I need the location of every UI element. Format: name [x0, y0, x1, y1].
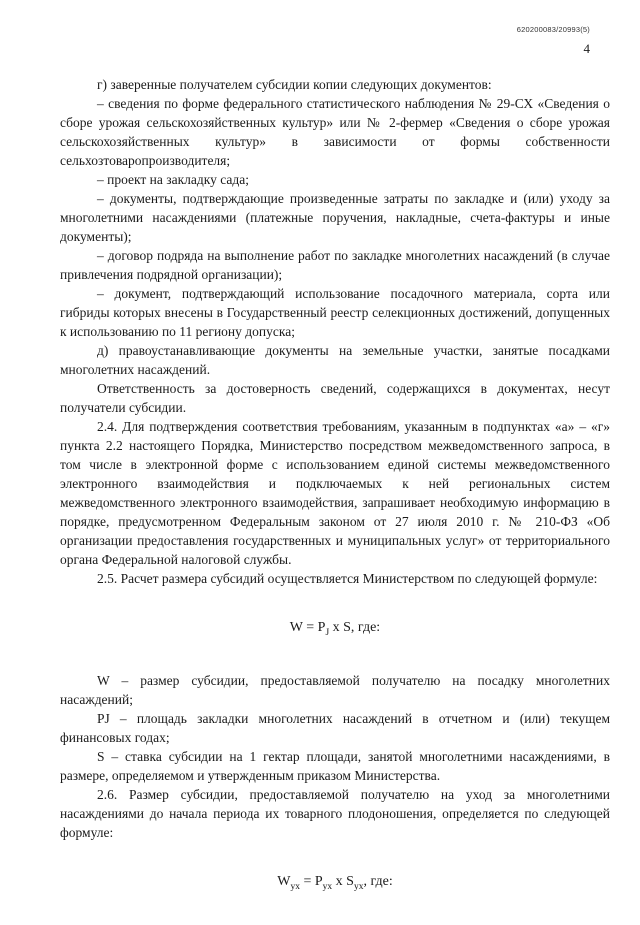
definition-s: S – ставка субсидии на 1 гектар площади, занятой многолетними насаждениями, в размере, определяемом и утвержденным приказом Министерства.	[60, 748, 610, 783]
formula-subsidy-planting	[60, 618, 610, 643]
paragraph-2-6: 2.6. Размер субсидии, предоставляемой получателю на уход за многолетними насаждениями до начала периода их товарного плодоношения, определяется по следующей формуле:	[60, 786, 610, 840]
formula2-tail: , где:	[363, 873, 393, 889]
formula-subsidy-care	[60, 872, 610, 897]
formula-rhs: x S, где:	[329, 620, 381, 635]
definition-pj: PJ – площадь закладки многолетних насаждений в отчетном и (или) текущем финансовых годах;	[60, 710, 610, 745]
paragraph-2-5: 2.5. Расчет размера субсидий осуществляется Министерством по следующей формуле:	[97, 571, 598, 586]
definition-w: W – размер субсидии, предоставляемой получателю на посадку многолетних насаждений;	[60, 672, 610, 707]
formula2-w: W	[277, 873, 291, 889]
document-body	[60, 75, 610, 925]
paragraph-garden-project: – проект на закладку сада;	[97, 172, 249, 187]
formula-lhs: W = P	[289, 620, 326, 635]
paragraph-item-d: д) правоустанавливающие документы на земельные участки, занятые посадками многолетних насаждений.	[60, 343, 610, 377]
paragraph-2-4: 2.4. Для подтверждения соответствия требованиям, указанным в подпунктах «а» – «г» пункта 2.2 настоящего Порядка, Министерство посредством межведомственного запроса, в том числе в электронной форме с использованием единой системы межведомственного электронного взаимодействия и подключаемых к ней региональных систем межведомственного электронного взаимодействия, запрашивает необходимую информацию в порядке, предусмотренном Федеральным законом от 27 июля 2010 г. № 210-ФЗ «Об организации предоставления государственных и муниципальных услуг» от территориального органа Федеральной налоговой службы.	[60, 419, 610, 567]
formula2-w-sub: ух	[290, 881, 300, 892]
formula2-s-sub: ух	[353, 881, 364, 892]
paragraph-item-g: г) заверенные получателем субсидии копии следующих документов:	[97, 77, 492, 92]
formula2-eq: = P	[299, 873, 323, 889]
formula-subscript-j: J	[325, 627, 330, 638]
paragraph-responsibility: Ответственность за достоверность сведений, содержащихся в документах, несут получатели субсидии.	[60, 381, 610, 415]
paragraph-cost-documents: – документы, подтверждающие произведенные затраты по закладке и (или) уходу за многолетними насаждениями (платежные поручения, накладные, счета-фактуры и иные документы);	[60, 191, 610, 244]
paragraph-contract: – договор подряда на выполнение работ по закладке многолетних насаждений (в случае привлечения подрядной организации);	[60, 248, 610, 282]
paragraph-stat-form: – сведения по форме федерального статистического наблюдения № 29-СХ «Сведения о сборе урожая сельскохозяйственных культур» или № 2-фермер «Сведения о сборе урожая сельскохозяйственных культур» в зависимости от формы собственности сельхозтоваропроизводителя;	[60, 96, 610, 168]
formula2-p-sub: ух	[322, 881, 333, 892]
page-number: 4	[583, 41, 590, 56]
paragraph-planting-material: – документ, подтверждающий использование посадочного материала, сорта или гибриды которых внесены в Государственный реестр селекционных достижений, допущенных к использованию по 11 региону допуска;	[60, 286, 610, 339]
formula2-x: x S	[332, 873, 354, 889]
document-id: 620200083/20993(5)	[516, 25, 590, 34]
